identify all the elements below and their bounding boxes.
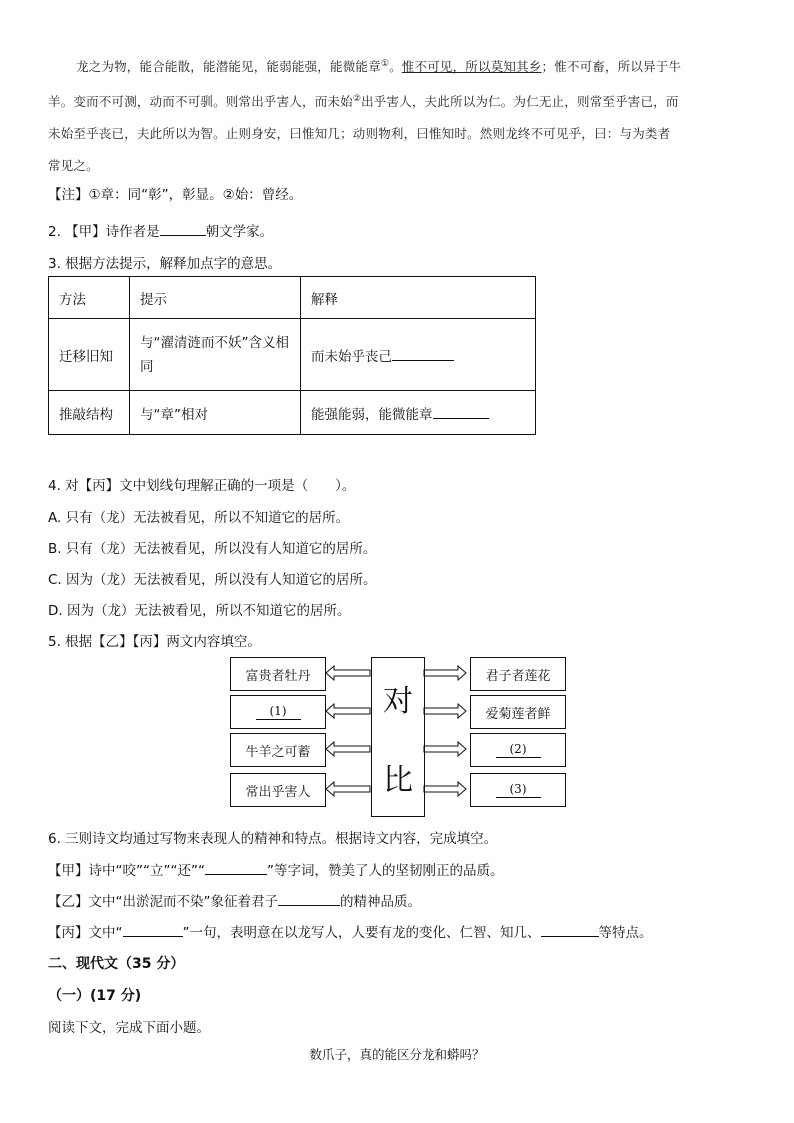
left-box-3: 牛羊之可蓄: [230, 733, 326, 767]
table-cell-explain: 能强能弱，能微能章: [301, 391, 536, 435]
double-arrow-icon: [424, 666, 466, 796]
note-marker-2: ②: [352, 94, 362, 105]
passage-line-3: 未始至乎丧已，夫此所以为智。止则身安，曰惟知几；动则物利，曰惟知时。然则龙终不可见乎，曰：与为类者: [48, 126, 671, 142]
table-cell-hint: 与“章”相对: [130, 391, 301, 435]
right-box-4[interactable]: (3): [470, 773, 566, 807]
classical-passage: [48, 48, 750, 182]
table-cell-explain: 而未始乎丧己: [301, 319, 536, 391]
question-6-title: 6. 三则诗文均通过写物来表现人的精神和特点。根据诗文内容，完成填空。: [48, 831, 498, 847]
question-4-title: 4. 对【丙】文中划线句理解正确的一项是（ ）。: [48, 478, 356, 494]
passage-line-1: 龙之为物，能合能散，能潜能见，能弱能强，能微能章①。惟不可见，所以莫知其乡；惟不可畜，所以异于牛: [76, 59, 682, 75]
answer-blank[interactable]: [433, 417, 489, 419]
contrast-diagram: [230, 655, 566, 819]
passage-line-2: 羊。变而不可测，动而不可驯。则常出乎害人，而未始②出乎害人，夫此所以为仁。为仁无止，则常至乎害已，而: [48, 94, 679, 110]
question-2: 2. 【甲】诗作者是 朝文学家。: [48, 224, 274, 240]
option-b[interactable]: B. 只有（龙）无法被看见，所以没有人知道它的居所。: [48, 541, 377, 557]
option-d[interactable]: D. 因为（龙）无法被看见，所以不知道它的居所。: [48, 603, 351, 619]
section-2-subtitle: （一）(17 分): [48, 988, 142, 1004]
option-c[interactable]: C. 因为（龙）无法被看见，所以没有人知道它的居所。: [48, 572, 377, 588]
answer-blank[interactable]: [123, 935, 183, 937]
answer-blank[interactable]: [205, 873, 267, 875]
section-2-title: 二、现代文（35 分）: [48, 956, 185, 972]
right-box-1: 君子者莲花: [470, 657, 566, 691]
answer-blank[interactable]: [278, 904, 340, 906]
left-box-2[interactable]: (1): [230, 695, 326, 729]
question-3-title: 3. 根据方法提示，解释加点字的意思。: [48, 256, 282, 272]
answer-blank[interactable]: [541, 935, 599, 937]
question-5-title: 5. 根据【乙】【丙】两文内容填空。: [48, 634, 261, 650]
table-header-row: [49, 277, 536, 319]
left-box-4: 常出乎害人: [230, 773, 326, 807]
table-header-cell: 方法: [49, 277, 130, 319]
annotation-note: 【注】①章：同“彰”，彰显。②始：曾经。: [48, 187, 303, 203]
contrast-label-box: 对 比: [371, 657, 425, 817]
right-box-3[interactable]: (2): [470, 733, 566, 767]
double-arrow-icon: [326, 666, 370, 796]
table-row: [49, 391, 536, 435]
method-table: [48, 276, 536, 435]
question-6-yi: 【乙】文中“出淤泥而不染”象征着君子 的精神品质。: [48, 894, 421, 910]
question-6-bing: 【丙】文中“ ”一句，表明意在以龙写人，人要有龙的变化、仁智、知几、 等特点。: [48, 925, 653, 941]
question-6-jia: 【甲】诗中“咬”“立”“还”“ ”等字词，赞美了人的坚韧刚正的品质。: [48, 863, 504, 879]
table-row: [49, 319, 536, 391]
note-marker-1: ①: [380, 59, 390, 69]
section-2-instruction: 阅读下文，完成下面小题。: [48, 1020, 210, 1036]
answer-blank[interactable]: [160, 234, 206, 236]
table-cell-method: 推敲结构: [49, 391, 130, 435]
option-a[interactable]: A. 只有（龙）无法被看见，所以不知道它的居所。: [48, 510, 350, 526]
underlined-sentence: 惟不可见，所以莫知其乡: [401, 59, 542, 75]
table-cell-method: 迁移旧知: [49, 319, 130, 391]
answer-blank[interactable]: [392, 359, 454, 361]
right-box-2: 爱菊莲者鲜: [470, 695, 566, 729]
table-header-cell: 解释: [301, 277, 536, 319]
table-cell-hint: 与“濯清涟而不妖”含义相同: [130, 319, 301, 391]
left-box-1: 富贵者牡丹: [230, 657, 326, 691]
article-title: 数爪子，真的能区分龙和蟒吗？: [309, 1047, 485, 1062]
passage-line-4: 常见之。: [48, 158, 99, 174]
table-header-cell: 提示: [130, 277, 301, 319]
